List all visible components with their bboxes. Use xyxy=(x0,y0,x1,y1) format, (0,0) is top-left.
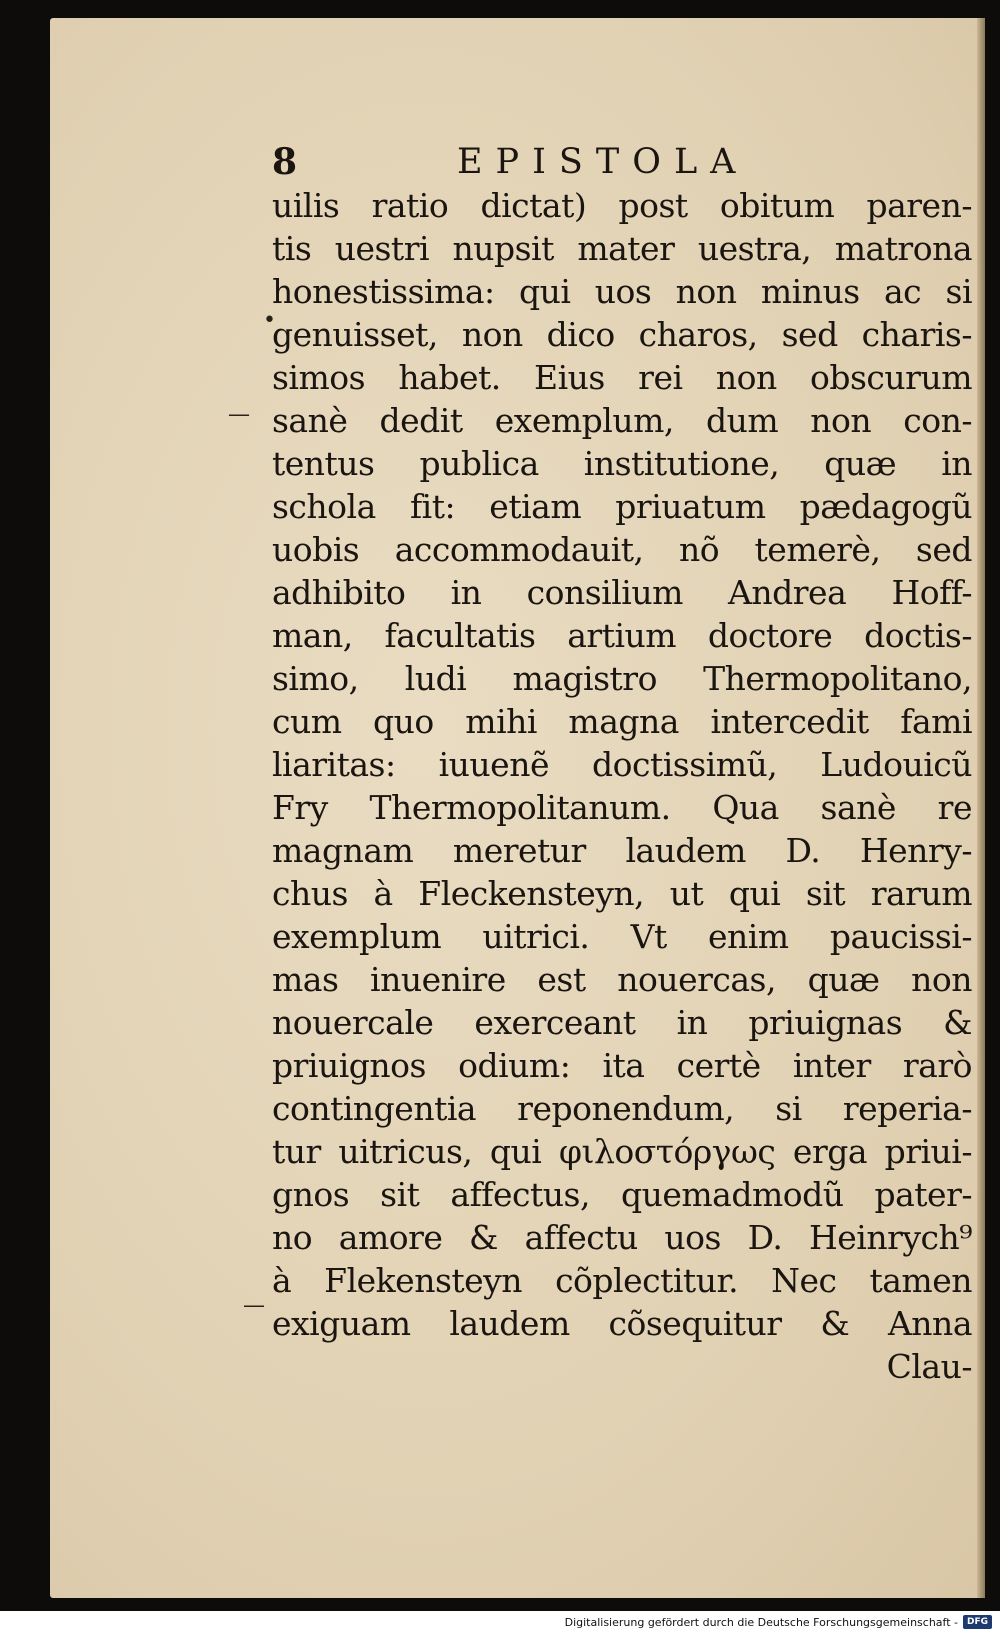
text-line: gnos sit affectus, quemadmodũ pater- xyxy=(272,1175,972,1214)
text-line: adhibito in consilium Andrea Hoff- xyxy=(272,573,972,612)
margin-dash-mark: — xyxy=(228,402,250,427)
text-line: liaritas: iuuenẽ doctissimũ, Ludouicũ xyxy=(272,745,972,784)
text-line: contingentia reponendum, si reperia- xyxy=(272,1089,972,1128)
running-head: EPISTOLA xyxy=(457,142,749,182)
text-line: no amore & affectu uos D. Heinrych⁹ xyxy=(272,1218,972,1257)
text-line: simo, ludi magistro Thermopolitano, xyxy=(272,659,972,698)
page-header xyxy=(272,138,972,186)
text-line: tur uitricus, qui φιλοστόργως erga priui- xyxy=(272,1132,972,1171)
text-line: tentus publica institutione, quæ in xyxy=(272,444,972,483)
text-line: schola fit: etiam priuatum pædagogũ xyxy=(272,487,972,526)
text-line: genuisset, non dico charos, sed charis- xyxy=(272,315,972,354)
text-line: exiguam laudem cõsequitur & Anna xyxy=(272,1304,972,1343)
text-line: tis uestri nupsit mater uestra, matrona xyxy=(272,229,972,268)
text-line: honestissima: qui uos non minus ac si xyxy=(272,272,972,311)
text-line: Fry Thermopolitanum. Qua sanè re xyxy=(272,788,972,827)
text-line: uobis accommodauit, nõ temerè, sed xyxy=(272,530,972,569)
text-line: uilis ratio dictat) post obitum paren- xyxy=(272,186,972,225)
text-line: magnam meretur laudem D. Henry- xyxy=(272,831,972,870)
page-edge xyxy=(977,18,985,1598)
text-line: mas inuenire est nouercas, quæ non xyxy=(272,960,972,999)
text-line: sanè dedit exemplum, dum non con- xyxy=(272,401,972,440)
dfg-logo: DFG xyxy=(963,1615,992,1629)
text-line: man, facultatis artium doctore doctis- xyxy=(272,616,972,655)
digitization-footer xyxy=(0,1611,1000,1633)
folio-number: 8 xyxy=(272,141,298,183)
book-page xyxy=(50,18,985,1598)
text-line: exemplum uitrici. Vt enim paucissi- xyxy=(272,917,972,956)
text-line: cum quo mihi magna intercedit fami xyxy=(272,702,972,741)
catchword: Clau- xyxy=(886,1347,972,1386)
text-line: à Flekensteyn cõplectitur. Nec tamen xyxy=(272,1261,972,1300)
body-text xyxy=(272,184,972,1388)
funding-credit: Digitalisierung gefördert durch die Deutsche Forschungsgemeinschaft - xyxy=(564,1615,958,1629)
text-line: nouercale exerceant in priuignas & xyxy=(272,1003,972,1042)
margin-dot-mark: • xyxy=(263,308,276,333)
text-line: chus à Fleckensteyn, ut qui sit rarum xyxy=(272,874,972,913)
text-line: priuignos odium: ita certè inter rarò xyxy=(272,1046,972,1085)
margin-dash-mark: — xyxy=(243,1293,265,1318)
text-line: simos habet. Eius rei non obscurum xyxy=(272,358,972,397)
